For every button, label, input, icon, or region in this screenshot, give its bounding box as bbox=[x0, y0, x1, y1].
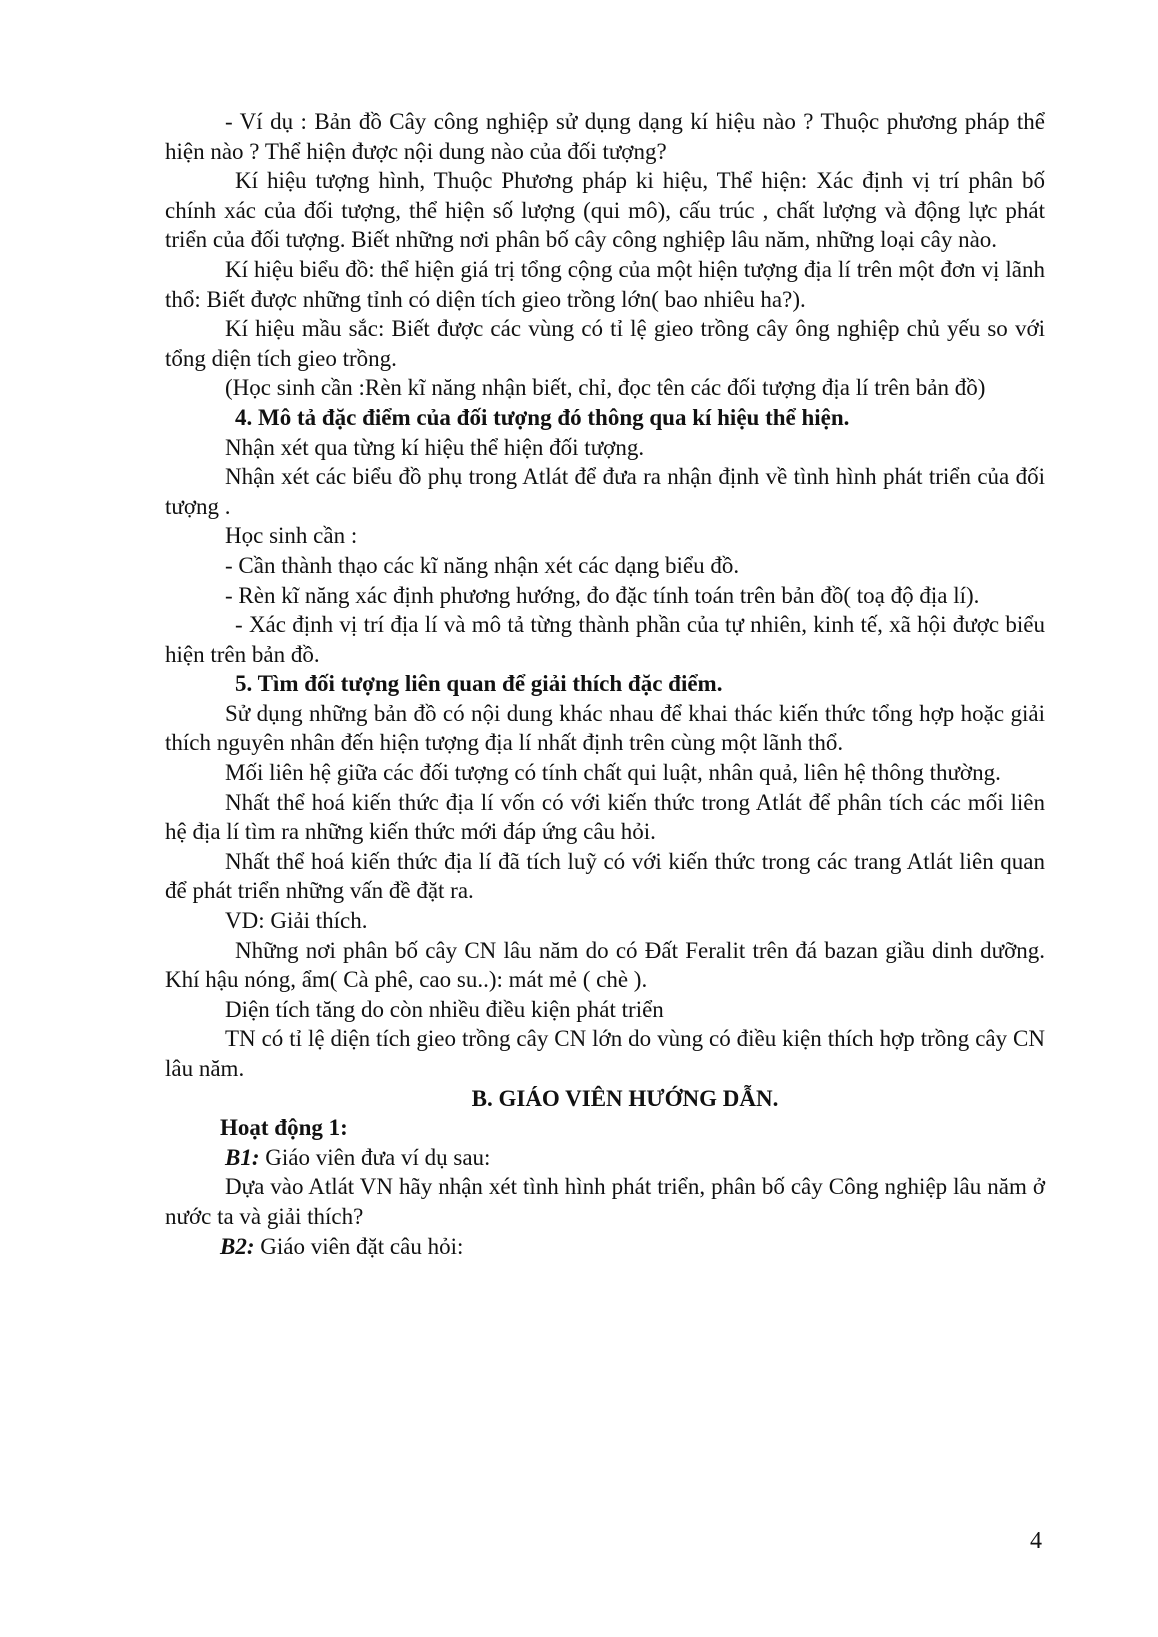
list-item-chart-skills: - Cần thành thạo các kĩ năng nhận xét các dạng biểu đồ. bbox=[225, 552, 740, 578]
step-b1-label: B1: bbox=[225, 1144, 260, 1170]
paragraph-use-maps: Sử dụng những bản đồ có nội dung khác nhau để khai thác kiến thức tổng hợp hoặc giải thích nguyên nhân đến hiện tượng địa lí nhất định trên cùng một lãnh thổ. bbox=[165, 700, 1045, 756]
step-b2 bbox=[165, 1232, 1045, 1262]
paragraph-relationships: Mối liên hệ giữa các đối tượng có tính chất qui luật, nhân quả, liên hệ thông thường. bbox=[225, 760, 1001, 786]
step-b1 bbox=[165, 1143, 1045, 1173]
paragraph-atlas-question: Dựa vào Atlát VN hãy nhận xét tình hình phát triển, phân bố cây Công nghiệp lâu năm ở nước ta và giải thích? bbox=[165, 1174, 1045, 1229]
step-b2-text: Giáo viên đặt câu hỏi: bbox=[254, 1233, 464, 1259]
paragraph-example: - Ví dụ : Bản đồ Cây công nghiệp sử dụng dạng kí hiệu nào ? Thuộc phương pháp thể hiện nào ? Thể hiện được nội dung nào của đối tượng? bbox=[165, 109, 1045, 164]
paragraph-explanation-soil: Những nơi phân bố cây CN lâu năm do có Đất Feralit trên đá bazan giầu dinh dưỡng. Khí hậu nóng, ẩm( Cà phê, cao su..): mát mẻ ( chè ). bbox=[165, 937, 1045, 993]
paragraph-integrate-pages: Nhất thể hoá kiến thức địa lí đã tích luỹ có với kiến thức trong các trang Atlát liên quan để phát triển những vấn đề đặt ra. bbox=[165, 848, 1045, 904]
paragraph-student-note: (Học sinh cần :Rèn kĩ năng nhận biết, chỉ, đọc tên các đối tượng địa lí trên bản đồ) bbox=[225, 375, 986, 401]
list-item-direction-skills: - Rèn kĩ năng xác định phương hướng, đo đặc tính toán trên bản đồ( toạ độ địa lí). bbox=[225, 582, 980, 608]
activity-1-heading: Hoạt động 1: bbox=[220, 1115, 348, 1141]
paragraph-pictogram-symbols: Kí hiệu tượng hình, Thuộc Phương pháp ki hiệu, Thể hiện: Xác định vị trí phân bố chính xác của đối tượng, thể hiện số lượng (qui mô), cấu trúc , chất lượng và động lực phát triển của đối tượng. Biết những nơi phân bố cây công nghiệp lâu năm, những loại cây nào. bbox=[165, 168, 1045, 253]
paragraph-chart-symbols: Kí hiệu biểu đồ: thể hiện giá trị tổng cộng của một hiện tượng địa lí trên một đơn vị lãnh thổ: Biết được những tỉnh có diện tích gieo trồng lớn( bao nhiêu ha?). bbox=[165, 256, 1045, 312]
heading-step-5: 5. Tìm đối tượng liên quan để giải thích đặc điểm. bbox=[235, 671, 723, 697]
paragraph-color-symbols: Kí hiệu mầu sắc: Biết được các vùng có tỉ lệ gieo trồng cây ông nghiệp chủ yếu so với tổng diện tích gieo trồng. bbox=[165, 316, 1045, 371]
section-title-b: B. GIÁO VIÊN HƯỚNG DẪN. bbox=[471, 1085, 779, 1111]
page-number: 4 bbox=[1030, 1528, 1042, 1554]
step-b2-label: B2: bbox=[220, 1233, 255, 1259]
heading-step-4: 4. Mô tả đặc điểm của đối tượng đó thông qua kí hiệu thể hiện. bbox=[235, 404, 850, 430]
paragraph-students-need: Học sinh cần : bbox=[225, 523, 358, 549]
paragraph-observe-charts: Nhận xét các biểu đồ phụ trong Atlát để đưa ra nhận định về tình hình phát triển của đối tượng . bbox=[165, 464, 1045, 519]
page-content bbox=[165, 107, 1045, 1261]
list-item-location-skills: - Xác định vị trí địa lí và mô tả từng thành phần của tự nhiên, kinh tế, xã hội được biểu hiện trên bản đồ. bbox=[165, 612, 1045, 667]
paragraph-vd-explain: VD: Giải thích. bbox=[225, 908, 368, 934]
paragraph-explanation-tn: TN có tỉ lệ diện tích gieo trồng cây CN lớn do vùng có điều kiện thích hợp trồng cây CN lâu năm. bbox=[165, 1026, 1045, 1081]
paragraph-observe-symbols: Nhận xét qua từng kí hiệu thể hiện đối tượng. bbox=[225, 434, 645, 460]
paragraph-integrate-knowledge: Nhất thể hoá kiến thức địa lí vốn có với kiến thức trong Atlát để phân tích các mối liên hệ địa lí tìm ra những kiến thức mới đáp ứng câu hỏi. bbox=[165, 789, 1045, 845]
paragraph-explanation-area: Diện tích tăng do còn nhiều điều kiện phát triển bbox=[225, 996, 664, 1022]
step-b1-text: Giáo viên đưa ví dụ sau: bbox=[259, 1144, 491, 1170]
